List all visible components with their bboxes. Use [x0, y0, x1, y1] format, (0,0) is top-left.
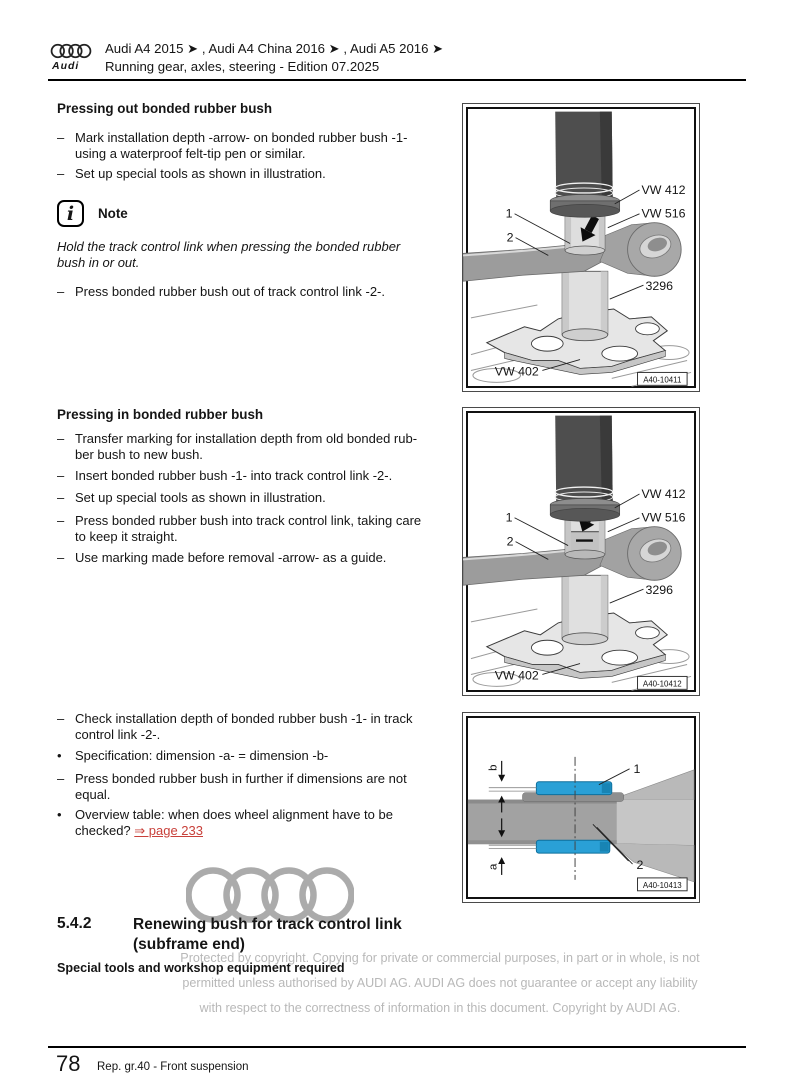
- line: Check installation depth of bonded rubber bush -1- in track: [75, 711, 413, 726]
- press-in-illustration: [463, 408, 699, 695]
- copyright-watermark: [150, 946, 730, 1021]
- figure-bush-dimensions: [462, 712, 700, 903]
- fig1-code: A40-10411: [643, 375, 682, 385]
- line-prefix: checked?: [75, 822, 135, 838]
- audi-rings-logo-icon: [50, 42, 92, 60]
- fig2-label-3296: 3296: [645, 583, 673, 598]
- line: Transfer marking for installation depth from old bonded rub-: [75, 431, 418, 446]
- list-text: Insert bonded rubber bush -1- into track control link -2-.: [75, 468, 393, 483]
- line: (subframe end): [133, 936, 245, 953]
- bullet-marker: •: [57, 748, 62, 763]
- dash-marker: –: [57, 711, 65, 726]
- dash-marker: –: [57, 490, 65, 505]
- dash-marker: –: [57, 771, 65, 786]
- section-heading-pressing-in: Pressing in bonded rubber bush: [57, 407, 264, 422]
- footer-caption: Rep. gr.40 - Front suspension: [97, 1061, 249, 1073]
- figure-press-in-bush: [462, 407, 700, 696]
- fig1-label-vw412: VW 412: [641, 182, 686, 197]
- list-item: [57, 490, 459, 506]
- line: Mark installation depth -arrow- on bonded rubber bush -1-: [75, 130, 408, 145]
- header-models-line: Audi A4 2015 ➤ , Audi A4 China 2016 ➤ , Audi A5 2016 ➤: [105, 41, 444, 56]
- section-heading-pressing-out: Pressing out bonded rubber bush: [57, 101, 273, 116]
- list-item: [57, 166, 459, 182]
- fig1-label-vw402: VW 402: [494, 364, 539, 379]
- press-out-illustration: [463, 104, 699, 391]
- page-233-link[interactable]: ⇒ page 233: [134, 822, 203, 838]
- audi-wordmark: Audi: [52, 60, 80, 72]
- line: ber bush to new bush.: [75, 446, 203, 462]
- list-text: Use marking made before removal -arrow- as a guide.: [75, 550, 387, 565]
- list-item: [57, 431, 459, 462]
- fig1-label-1: 1: [505, 206, 513, 221]
- list-text: [75, 711, 459, 742]
- fig3-label-2: 2: [636, 857, 644, 872]
- list-text: [75, 431, 459, 462]
- header-edition-line: Running gear, axles, steering - Edition 07.2025: [105, 59, 380, 74]
- line: bush in or out.: [57, 254, 140, 270]
- list-item: [57, 550, 459, 566]
- list-item: [57, 771, 459, 802]
- fig1-label-3296: 3296: [645, 279, 673, 294]
- special-tools-subheading: Special tools and workshop equipment required: [57, 961, 345, 975]
- fig1-label-vw516: VW 516: [641, 206, 686, 221]
- page-number: 78: [56, 1051, 81, 1076]
- bullet-marker: •: [57, 807, 62, 822]
- watermark-line: with respect to the correctness of information in this document. Copyright by AUDI AG.: [199, 1001, 681, 1015]
- fig1-label-2: 2: [506, 230, 514, 245]
- note-block: [57, 200, 128, 227]
- line: Overview table: when does wheel alignment have to be: [75, 807, 393, 822]
- list-item: [57, 807, 459, 838]
- list-text: Set up special tools as shown in illustration.: [75, 166, 326, 181]
- list-text: Specification: dimension -a- = dimension -b-: [75, 748, 329, 763]
- fig2-label-1: 1: [505, 510, 513, 525]
- note-text: [57, 239, 459, 270]
- list-item: [57, 468, 459, 484]
- line: to keep it straight.: [75, 528, 178, 544]
- list-text: [75, 771, 459, 802]
- line: Renewing bush for track control link: [133, 916, 402, 933]
- fig2-label-vw516: VW 516: [641, 510, 686, 525]
- fig2-label-2: 2: [506, 534, 514, 549]
- watermark-line: Protected by copyright. Copying for private or commercial purposes, in part or in whole, is not: [180, 951, 700, 965]
- fig2-code: A40-10412: [642, 679, 682, 689]
- fig3-label-a: a: [487, 863, 500, 870]
- header-rule: [48, 79, 746, 81]
- list-item: [57, 711, 459, 742]
- dash-marker: –: [57, 130, 65, 145]
- dash-marker: –: [57, 513, 65, 528]
- line: control link -2-.: [75, 726, 161, 742]
- figure-press-out-bush: [462, 103, 700, 392]
- list-text: Press bonded rubber bush out of track control link -2-.: [75, 284, 385, 299]
- note-label: Note: [98, 206, 128, 221]
- dash-marker: –: [57, 166, 65, 181]
- dash-marker: –: [57, 468, 65, 483]
- list-text: [75, 130, 459, 161]
- list-item: [57, 748, 459, 764]
- fig3-label-b: b: [487, 764, 500, 771]
- fig3-label-1: 1: [633, 761, 641, 776]
- line: equal.: [75, 786, 111, 802]
- watermark-line: permitted unless authorised by AUDI AG. AUDI AG does not guarantee or accept any liability: [182, 976, 698, 990]
- footer-rule: [48, 1046, 746, 1048]
- fig3-code: A40-10413: [642, 880, 682, 890]
- info-note-icon: i: [57, 200, 84, 227]
- dash-marker: –: [57, 550, 65, 565]
- line: using a waterproof felt-tip pen or similar.: [75, 145, 306, 161]
- line: Hold the track control link when pressing the bonded rubber: [57, 239, 401, 254]
- list-item: [57, 130, 459, 161]
- dash-marker: –: [57, 284, 65, 299]
- line: Press bonded rubber bush in further if dimensions are not: [75, 771, 407, 786]
- list-text: Set up special tools as shown in illustration.: [75, 490, 326, 505]
- section-number: 5.4.2: [57, 915, 92, 932]
- line: Press bonded rubber bush into track control link, taking care: [75, 513, 422, 528]
- list-item: [57, 284, 459, 300]
- bush-dimension-illustration: [463, 713, 699, 902]
- list-item: [57, 513, 459, 544]
- fig2-label-vw402: VW 402: [494, 668, 539, 683]
- list-text: [75, 513, 459, 544]
- section-title: [133, 915, 402, 955]
- dash-marker: –: [57, 431, 65, 446]
- fig2-label-vw412: VW 412: [641, 486, 686, 501]
- list-text: [75, 807, 459, 838]
